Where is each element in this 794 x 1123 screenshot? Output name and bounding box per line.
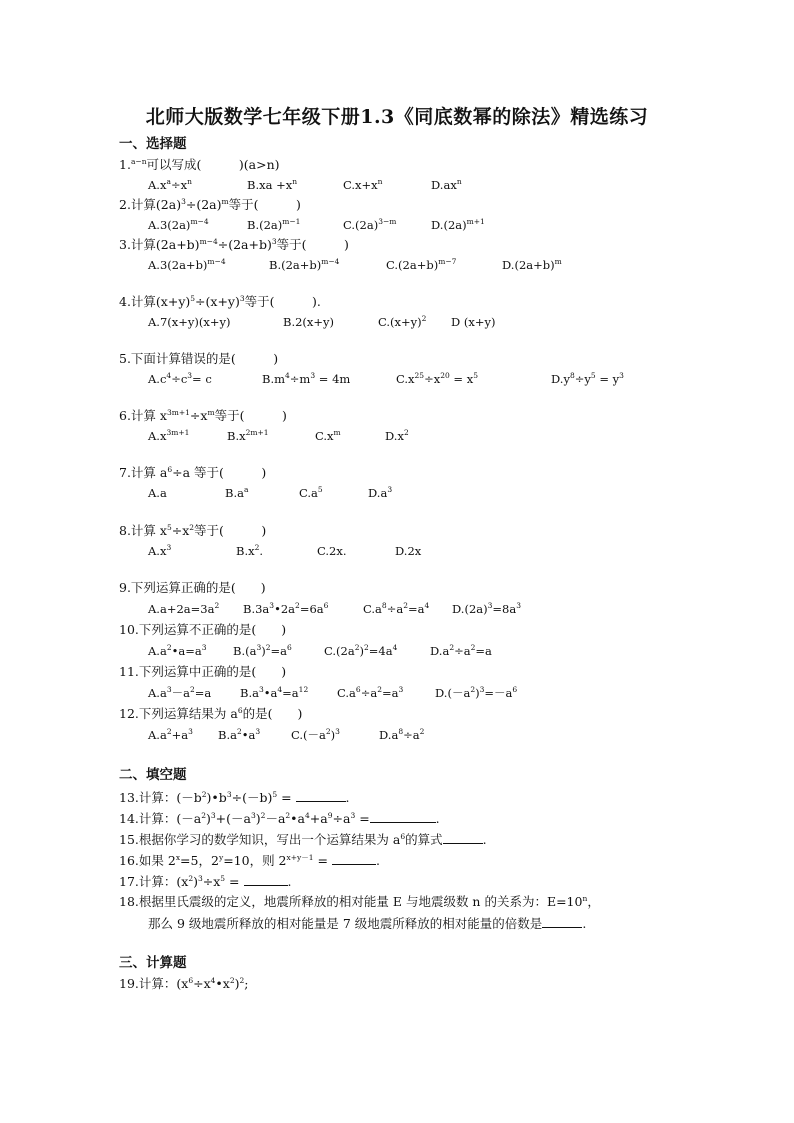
question-5: 5.下面计算错误的是( ) xyxy=(119,351,279,366)
answer-blank[interactable] xyxy=(296,789,346,802)
question-4-option-c: $C.(x+y)^2$ xyxy=(378,314,427,329)
question-11-option-b: $B.a^3•a^4=a^{12}$ xyxy=(240,685,309,700)
question-1-option-c: $C.x+x^n$ xyxy=(343,177,383,192)
question-3-option-b: $B.(2a+b)^{m-4}$ xyxy=(269,257,340,272)
question-19: 19.计算：$(x^6\div x^4•x^2)^2$; xyxy=(119,976,249,991)
question-1-option-d: $D.ax^n$ xyxy=(431,177,462,192)
question-17: 17.计算：$(x^2)^3\div x^5$ = . xyxy=(119,874,292,889)
question-11: 11.下列运算中正确的是( ) xyxy=(119,664,287,679)
question-5-option-b: $B.m^4\div m^3 = 4m$ xyxy=(262,371,351,386)
question-4: 4.计算$(x+y)^5\div(x+y)^3$等于( ). xyxy=(119,294,321,309)
question-5-option-d: $D.y^8\div y^5 = y^3$ xyxy=(551,371,624,386)
question-18-line-1: 18.根据里氏震级的定义，地震所释放的相对能量 E 与地震级数 n 的关系为：$E=10^n$， xyxy=(119,894,600,909)
question-8: 8.计算 $x^5\div x^2$等于( ) xyxy=(119,523,267,538)
question-10-option-a: $A.a^2•a=a^3$ xyxy=(148,643,207,658)
answer-blank[interactable] xyxy=(332,852,376,865)
page-title: 北师大版数学七年级下册1.3《同底数幂的除法》精选练习 xyxy=(145,106,649,128)
question-4-option-b: B.2(x+y) xyxy=(283,315,335,329)
question-7-option-c: $C.a^5$ xyxy=(299,485,323,500)
question-9: 9.下列运算正确的是( ) xyxy=(119,580,266,595)
question-10-option-b: $B.(a^3)^2=a^6$ xyxy=(233,643,292,658)
section-heading-fill-blank: 二、填空题 xyxy=(119,767,187,783)
question-7-option-a: A.a xyxy=(148,486,167,500)
section-heading-calculation: 三、计算题 xyxy=(119,955,187,971)
question-5-option-c: $C.x^{25}\div x^{20} = x^5$ xyxy=(396,371,478,386)
question-1: 1.$^{a-n}$可以写成( )(a>n) xyxy=(119,157,280,172)
section-heading-choice: 一、选择题 xyxy=(119,136,187,152)
question-12-option-a: $A.a^2+a^3$ xyxy=(148,727,193,742)
question-10-option-c: $C.(2a^2)^2=4a^4$ xyxy=(324,643,398,658)
answer-blank[interactable] xyxy=(443,831,483,844)
question-10: 10.下列运算不正确的是( ) xyxy=(119,622,287,637)
question-18-line-2: 那么 9 级地震所释放的相对能量是 7 级地震所释放的相对能量的倍数是 . xyxy=(148,916,587,931)
question-9-option-c: $C.a^8\div a^2=a^4$ xyxy=(363,601,430,616)
question-3: 3.计算$(2a+b)^{m-4}\div(2a+b)^3$等于( ) xyxy=(119,237,349,252)
question-13: 13.计算：$(-b^2)•b^3\div(-b)^5$ = . xyxy=(119,790,350,805)
question-8-option-c: C.2x. xyxy=(317,544,347,558)
question-8-option-a: $A.x^3$ xyxy=(148,543,172,558)
question-9-option-d: $D.(2a)^3=8a^3$ xyxy=(452,601,521,616)
question-2-option-c: $C.(2a)^{3-m}$ xyxy=(343,217,397,232)
question-3-option-d: $D.(2a+b)^m$ xyxy=(502,257,562,272)
question-11-option-c: $C.a^6\div a^2=a^3$ xyxy=(337,685,404,700)
question-9-option-b: $B.3a^3•2a^2=6a^6$ xyxy=(243,601,329,616)
question-11-option-a: $A.a^3-a^2=a$ xyxy=(148,685,212,700)
question-2: 2.计算$(2a)^3\div(2a)^m$等于( ) xyxy=(119,197,301,212)
question-3-option-c: $C.(2a+b)^{m-7}$ xyxy=(386,257,457,272)
question-6: 6.计算 $x^{3m+1}\div x^m$等于( ) xyxy=(119,408,287,423)
question-16: 16.如果 $2^x=5$，$2^y=10$，则 $2^{x+y-1}$ = . xyxy=(119,853,380,868)
question-2-option-d: $D.(2a)^{m+1}$ xyxy=(431,217,485,232)
question-12-option-b: $B.a^2•a^3$ xyxy=(218,727,261,742)
question-15: 15.根据你学习的数学知识，写出一个运算结果为 $a^6$的算式 . xyxy=(119,832,487,847)
question-11-option-d: $D.(-a^2)^3=-a^6$ xyxy=(435,685,518,700)
question-5-option-a: $A.c^4\div c^3= c$ xyxy=(148,371,212,386)
answer-blank[interactable] xyxy=(370,810,436,823)
question-8-option-d: D.2x xyxy=(395,544,422,558)
question-6-option-d: $D.x^2$ xyxy=(385,428,409,443)
question-4-option-d: D (x+y) xyxy=(451,315,496,329)
question-12: 12.下列运算结果为 $a^6$的是( ) xyxy=(119,706,303,721)
question-6-option-c: $C.x^m$ xyxy=(315,428,341,443)
question-6-option-a: $A.x^{3m+1}$ xyxy=(148,428,190,443)
question-12-option-c: $C.(-a^2)^3$ xyxy=(291,727,340,742)
question-12-option-d: $D.a^8\div a^2$ xyxy=(379,727,425,742)
answer-blank[interactable] xyxy=(244,873,288,886)
answer-blank[interactable] xyxy=(542,915,582,928)
question-2-option-b: $B.(2a)^{m-1}$ xyxy=(247,217,301,232)
question-7: 7.计算 $a^6\div a$ 等于( ) xyxy=(119,465,267,480)
question-8-option-b: $B.x^2$. xyxy=(236,543,264,558)
question-7-option-d: $D.a^3$ xyxy=(368,485,393,500)
question-1-option-a: $A.x^a\div x^n$ xyxy=(148,177,192,192)
question-9-option-a: $A.a+2a=3a^2$ xyxy=(148,601,220,616)
question-7-option-b: $B.a^a$ xyxy=(225,485,249,500)
question-2-option-a: $A.3(2a)^{m-4}$ xyxy=(148,217,209,232)
question-14: 14.计算：$(-a^2)^3+(-a^3)^2-a^2•a^4+a^9\div a^3$ = . xyxy=(119,811,440,826)
question-6-option-b: $B.x^{2m+1}$ xyxy=(227,428,269,443)
question-3-option-a: $A.3(2a+b)^{m-4}$ xyxy=(148,257,226,272)
question-4-option-a: A.7(x+y)(x+y) xyxy=(148,315,231,329)
question-1-option-b: $B.xa +x^n$ xyxy=(247,177,298,192)
question-10-option-d: $D.a^2\div a^2=a$ xyxy=(430,643,492,658)
